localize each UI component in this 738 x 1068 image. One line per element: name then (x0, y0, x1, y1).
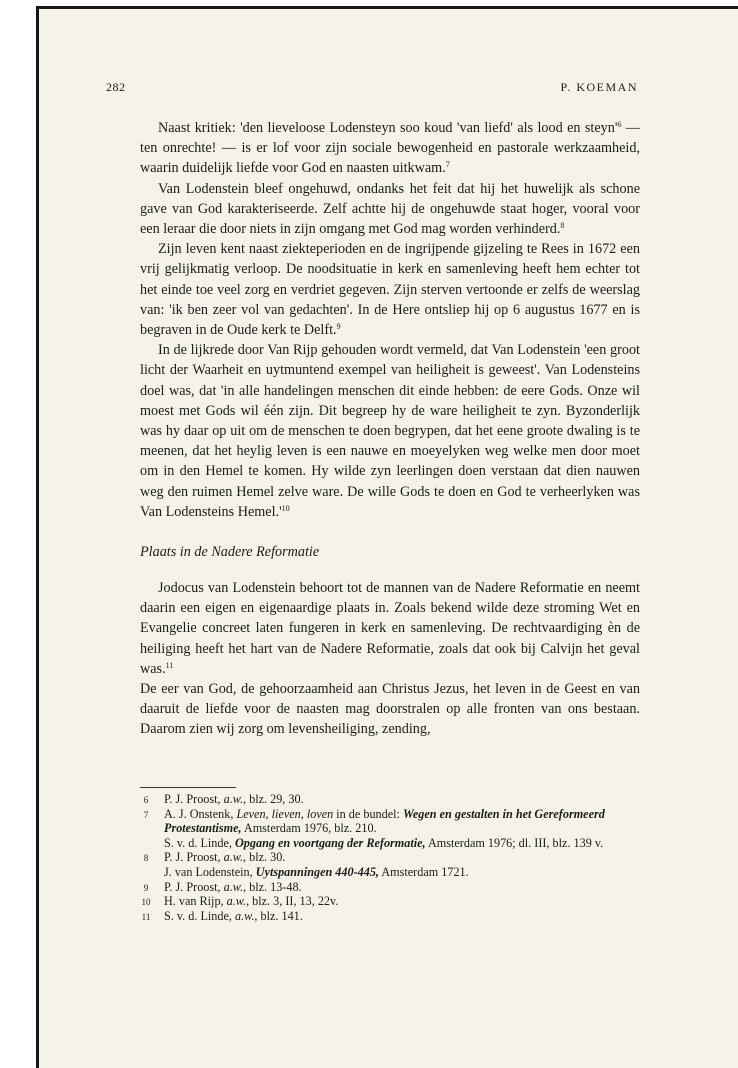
text-run: De eer van God, de gehoorzaamheid aan Christus Jezus, het leven in de Geest en van daaruit de liefde voor de naasten mag doorstralen op alle fronten van ons bestaan. Daarom zien wij zorg om levensheiliging, zending, (140, 681, 640, 738)
footnote-line (164, 909, 640, 924)
paragraphs-after-heading (140, 578, 640, 740)
footnote-ref: 8 (560, 221, 565, 231)
text-run: S. v. d. Linde, (164, 835, 235, 850)
running-head-author: P. KOEMAN (560, 80, 638, 94)
footnotes (140, 792, 640, 923)
footnote-10 (140, 894, 640, 909)
running-header (106, 80, 638, 100)
page-number: 282 (106, 80, 126, 94)
text-run: — ten onrechte! — is er lof voor zijn sociale bewogenheid en pastorale werkzaamheid, waarin duidelijk liefde voor God en naasten uitkwam. (140, 120, 640, 177)
title-text: Wegen en gestalten in het Gereformeerd Protestantisme, (164, 806, 605, 836)
footnote-7 (140, 807, 640, 851)
footnote-number: 11 (141, 911, 151, 922)
text-run: Naast kritiek: 'den lieveloose Lodensteyn soo koud 'van liefd' als lood en steyn' (158, 120, 618, 136)
footnote-number: 7 (143, 809, 149, 820)
text-run: P. J. Proost, (164, 850, 224, 865)
footnote-ref: 11 (165, 660, 174, 670)
footnote-line (164, 850, 640, 865)
paragraph-p1 (140, 118, 640, 179)
footnote-ref: 6 (617, 120, 622, 129)
footnote-line (164, 894, 640, 909)
text-run: Amsterdam 1721. (378, 864, 469, 879)
text-run: , blz. 13-48. (243, 879, 302, 894)
footnote-ref: 7 (445, 160, 450, 170)
text-run: in de bundel: (333, 806, 403, 821)
italic-text: a.w. (223, 850, 244, 865)
footnote-ref: 9 (336, 322, 341, 332)
text-run: Van Lodenstein bleef ongehuwd, ondanks het feit dat hij het huwelijk als schone gave van God karakteriseerde. Zelf achtte hij de ongehuwde staat hoger, vooral voor een leraar die door niets in zijn omgang met God mag worden verhinderd. (140, 180, 640, 238)
footnote-ref: 10 (281, 503, 290, 513)
section-heading: Plaats in de Nadere Reformatie (140, 544, 320, 561)
footnote-9 (140, 880, 640, 895)
body-text (140, 118, 640, 740)
text-run: Amsterdam 1976; dl. III, blz. 139 v. (425, 835, 604, 850)
footnote-number: 8 (143, 853, 149, 864)
italic-text: a.w. (226, 894, 247, 909)
title-text: Uytspanningen 440-445, (255, 864, 379, 879)
text-run: H. van Rijp, (164, 894, 227, 909)
paragraph-p6 (140, 679, 640, 740)
text-run: , blz. 3, II, 13, 22v. (246, 894, 339, 909)
text-run: Jodocus van Lodenstein behoort tot de mannen van de Nadere Reformatie en neemt daarin een eigen en eigenaardige plaats in. Zoals bekend wilde deze stroming Wet en Evangelie concreet laten fungeren in kerk en samenleving. De rechtvaardiging èn de heiliging heeft het hart van de Nadere Reformatie, zoals dat ook bij Calvijn het geval was. (140, 580, 640, 677)
footnote-6 (140, 792, 640, 807)
italic-text: a.w. (223, 879, 244, 894)
footnote-line (164, 807, 640, 836)
text-run: , blz. 29, 30. (243, 792, 304, 806)
footnote-line (164, 865, 640, 880)
footnote-line (164, 836, 640, 851)
footnote-11 (140, 909, 640, 924)
text-run: Zijn leven kent naast ziekteperioden en de ingrijpende gijzeling te Rees in 1672 een vrij gelijkmatig verloop. De noodsituatie in kerk en samenleving heeft hem echter tot het einde toe veel zorg en verdriet gegeven. Zijn sterven vertoonde er zelfs de weerslag van: 'ik ben zeer vol van gedachten'. In de Here ontsliep hij op 6 augustus 1677 en is begraven in de Oude kerk te Delft. (140, 241, 640, 339)
footnote-number: 9 (143, 882, 149, 893)
text-run: , blz. 30. (243, 850, 286, 865)
text-run: Amsterdam 1976, blz. 210. (241, 821, 377, 836)
paragraph-p5 (140, 578, 640, 679)
text-run: P. J. Proost, (164, 792, 224, 806)
paragraph-p3 (140, 239, 640, 340)
italic-text: a.w. (234, 908, 255, 923)
paragraph-p4 (140, 340, 640, 522)
footnote-number: 6 (143, 795, 149, 805)
footnote-number: 10 (141, 897, 151, 908)
paragraph-p2 (140, 179, 640, 240)
text-run: A. J. Onstenk, (164, 806, 237, 821)
italic-text: Leven, lieven, loven (236, 806, 334, 821)
text-run: J. van Lodenstein, (164, 864, 256, 879)
italic-text: a.w. (223, 792, 244, 806)
text-run: P. J. Proost, (164, 879, 224, 894)
footnote-line (164, 880, 640, 895)
footnote-line (164, 792, 640, 807)
footnote-rule (140, 787, 236, 788)
text-run: S. v. d. Linde, (164, 908, 235, 923)
text-run: In de lijkrede door Van Rijp gehouden wordt vermeld, dat Van Lodenstein 'een groot licht der Waarheit en uytmuntend exempel van heiligheit is geweest'. Van Lodensteins doel was, dat 'in alle handelingen menschen dit einde hebben: de eere Gods. Onze wil moest met Gods wil één zijn. Dit begreep hy de ware heiligheit te zyn. Byzonderlijk was hy daar op uit om de menschen te doen begrypen, dat het eene groote dwaling is te meenen, dat het heylig leven is een nauwe en moeyelyken weg welke men door moet om in den Hemel te komen. Hy wilde zyn leerlingen doen verstaan dat dien nauwen weg den ruimen Hemel zelve ware. De wille Gods te doen en God te verheerlyken was Van Lodensteins Hemel.' (140, 342, 640, 520)
footnote-8 (140, 850, 640, 879)
paragraphs-before-heading (140, 118, 640, 522)
text-run: , blz. 141. (254, 908, 303, 923)
title-text: Opgang en voortgang der Reformatie, (234, 835, 426, 850)
